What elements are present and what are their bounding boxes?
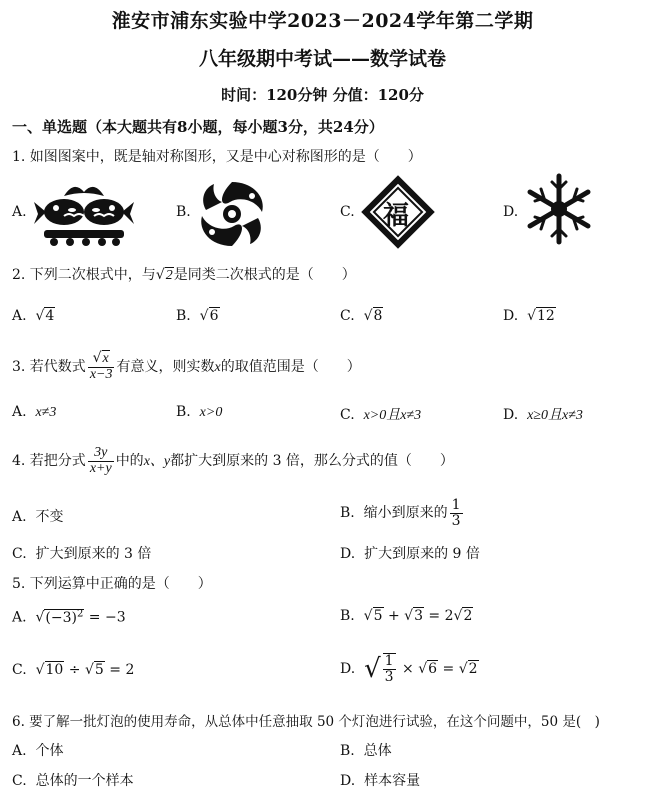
q1-label-a: A.	[12, 204, 27, 220]
q4-option-b: B. 缩小到原来的 $\frac{1}{3}$	[340, 496, 461, 529]
q2-option-b: B. √6	[176, 308, 219, 324]
q2-option-a: A. √4	[12, 308, 55, 324]
q5-option-b: B. √5 + √3 = 2√2	[340, 608, 473, 624]
q2-option-d: D. √12	[503, 308, 555, 324]
swirl-fish-image	[196, 178, 268, 250]
q2-stem: 2. 下列二次根式中，与√2是同类二次根式的是（ ）	[12, 267, 356, 283]
q3-option-a: A. x≠3	[12, 404, 57, 420]
q1-label-d: D.	[503, 204, 519, 220]
q6-option-b: B. 总体	[340, 743, 392, 759]
q3-option-c: C. x>0且x≠3	[340, 407, 422, 423]
fu-character: 福	[383, 201, 410, 231]
q5-option-c: C. √10 ÷ √5 = 2	[12, 662, 135, 678]
double-fish-image	[34, 174, 134, 248]
q6-option-a: A. 个体	[12, 743, 64, 759]
q1-stem: 1. 如图图案中，既是轴对称图形，又是中心对称图形的是（ ）	[12, 149, 422, 165]
q1-label-c: C.	[340, 204, 355, 220]
q5-option-d: D. √ $\frac{1}{3}$ × √6 = √2	[340, 653, 478, 685]
q3-stem: 3. 若代数式 $\frac{√x}{x-3}$ 有意义，则实数x的取值范围是（ ）	[12, 350, 361, 382]
q4-option-c: C. 扩大到原来的 3 倍	[12, 546, 152, 562]
q6-option-d: D. 样本容量	[340, 773, 421, 789]
q3-option-b: B. x>0	[176, 404, 223, 420]
q4-stem: 4. 若把分式 $\frac{3y}{x+y}$ 中的x、y都扩大到原来的 3 倍，那么分式的值（ ）	[12, 444, 454, 476]
exam-meta: 时间：120分钟 分值：120分	[221, 86, 424, 104]
exam-title-line1: 淮安市浦东实验中学2023－2024学年第二学期	[111, 10, 534, 32]
snowflake-image	[522, 172, 596, 246]
q2-option-c: C. √8	[340, 308, 383, 324]
q1-label-b: B.	[176, 204, 191, 220]
q6-option-c: C. 总体的一个样本	[12, 773, 134, 789]
q6-stem: 6. 要了解一批灯泡的使用寿命，从总体中任意抽取 50 个灯泡进行试验，在这个问题中，50 是( )	[12, 714, 600, 730]
q5-option-a: A. $√(-3)^2 = -3$	[12, 608, 126, 626]
q3-option-d: D. x≥0且x≠3	[503, 407, 583, 423]
q4-option-d: D. 扩大到原来的 9 倍	[340, 546, 480, 562]
exam-title-line2: 八年级期中考试——数学试卷	[198, 48, 446, 70]
section-title: 一、单选题（本大题共有8小题，每小题3分，共24分）	[12, 118, 384, 136]
q4-option-a: A. 不变	[12, 509, 64, 525]
q5-stem: 5. 下列运算中正确的是（ ）	[12, 576, 212, 592]
